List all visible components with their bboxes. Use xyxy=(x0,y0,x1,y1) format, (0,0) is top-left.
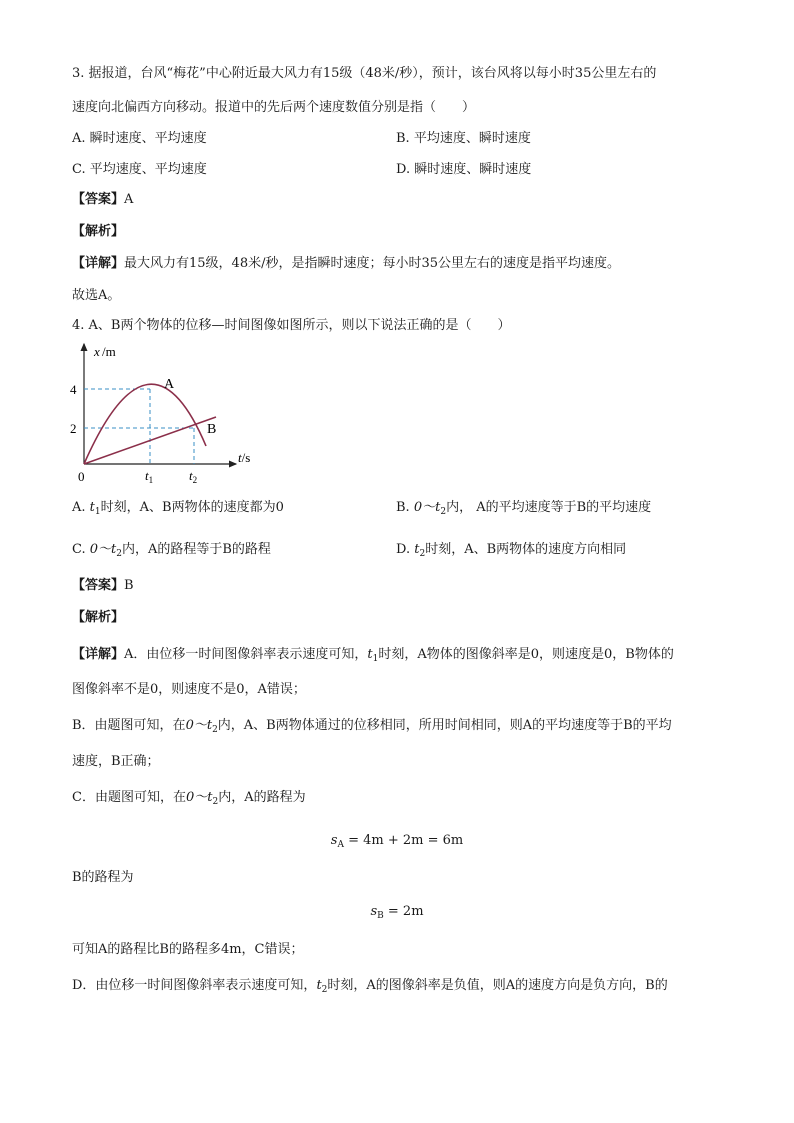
q3-option-c[interactable]: C. 平均速度、平均速度 xyxy=(72,162,207,177)
q4-option-c[interactable]: C. $0\sim t_2$内，A的路程等于B的路程 xyxy=(72,542,271,559)
x-axis-label: t/s xyxy=(238,450,251,465)
q3-stem-line2: 速度向北偏西方向移动。报道中的先后两个速度数值分别是指（ ） xyxy=(72,100,476,115)
q4-detail-label: 【详解】 xyxy=(72,647,125,662)
q4-detail-d-line1: D．由位移一时间图像斜率表示速度可知，$t_2$时刻，A的图像斜率是负值，则A的速度方向是负方向，B的 xyxy=(72,978,668,995)
q4-detail-c-line1: C．由题图可知，在$0\sim t_2$内，A的路程为 xyxy=(72,790,306,807)
q4-answer xyxy=(72,576,134,596)
q3-detail xyxy=(72,254,620,274)
y-tick-2: 2 xyxy=(70,421,77,436)
origin-label: 0 xyxy=(78,469,85,484)
q4-answer-label: 【答案】 xyxy=(72,578,125,593)
q3-option-b[interactable]: B. 平均速度、瞬时速度 xyxy=(396,131,531,146)
q3-option-d[interactable]: D. 瞬时速度、瞬时速度 xyxy=(396,162,532,177)
q3-answer-value: A xyxy=(124,192,134,207)
q4-answer-value: B xyxy=(124,578,134,593)
q4-analysis-label: 【解析】 xyxy=(72,610,125,625)
q4-stem: 4. A、B两个物体的位移—时间图像如图所示，则以下说法正确的是（ ） xyxy=(72,318,511,333)
q4-option-b[interactable]: B. $0\sim t_2$内， A的平均速度等于B的平均速度 xyxy=(396,500,652,517)
curve-a xyxy=(84,384,206,464)
q4-detail-a-line1: 【详解】A．由位移一时间图像斜率表示速度可知，$t_1$时刻，A物体的图像斜率是0，则速度是0，B物体的 xyxy=(72,647,674,664)
x-tick-t2: $t_2$ xyxy=(189,468,198,485)
q3-stem-line1: 3. 据报道，台风“梅花”中心附近最大风力有15级（48米/秒），预计，该台风将以每小时35公里左右的 xyxy=(72,66,657,81)
q4-option-d[interactable]: D. $t_2$时刻，A、B两物体的速度方向相同 xyxy=(396,542,627,559)
q4-detail-b-line2: 速度，B正确； xyxy=(72,754,160,769)
q3-answer-label: 【答案】 xyxy=(72,192,125,207)
y-axis-label: x xyxy=(94,344,100,359)
q4-option-a[interactable]: A. $t_1$时刻，A、B两物体的速度都为0 xyxy=(72,500,284,517)
y-axis-unit: /m xyxy=(102,344,116,359)
q4-xt-graph xyxy=(64,336,274,492)
q3-option-a[interactable]: A. 瞬时速度、平均速度 xyxy=(72,131,207,146)
x-tick-t1: $t_1$ xyxy=(145,468,154,485)
q3-conclusion: 故选A。 xyxy=(72,288,121,303)
curve-a-label: A xyxy=(164,377,175,392)
q4-detail-b-line1: B．由题图可知，在$0\sim t_2$内，A、B两物体通过的位移相同，所用时间相同，则A的平均速度等于B的平均 xyxy=(72,718,672,735)
q3-detail-text: 最大风力有15级，48米/秒，是指瞬时速度；每小时35公里左右的速度是指平均速度。 xyxy=(124,256,621,271)
curve-b-label: B xyxy=(207,422,217,437)
q3-answer xyxy=(72,190,133,210)
equation-sa: $s_A = 4m + 2m = 6m$ xyxy=(330,833,464,850)
q3-detail-label: 【详解】 xyxy=(72,256,125,271)
q4-detail-a-line2: 图像斜率不是0，则速度不是0，A错误； xyxy=(72,682,306,697)
equation-sb: $s_B = 2m$ xyxy=(370,904,424,921)
q3-analysis-label: 【解析】 xyxy=(72,224,125,239)
q4-detail-c-line2: 可知A的路程比B的路程多4m，C错误； xyxy=(72,942,304,957)
y-tick-4: 4 xyxy=(70,382,77,397)
q4-b-path-intro: B的路程为 xyxy=(72,870,134,885)
